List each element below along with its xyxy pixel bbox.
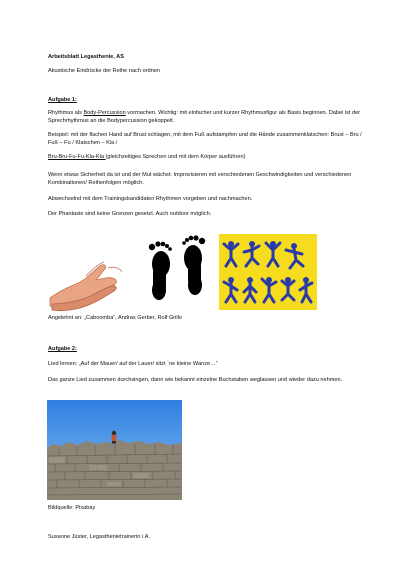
small-figure-on-wall [112, 431, 117, 444]
task1-heading: Aufgabe 1: [48, 97, 77, 103]
stone-wall-image [47, 400, 182, 500]
task1-paragraph-2: Beispiel: mit der flachen Hand auf Brust schlagen, mit dem Fuß aufstampfen und die Hände zusammenklatschen: Brust – Bru / Fuß – Fu / Klatschen – Kla / [48, 132, 362, 147]
clapping-hands-image [46, 258, 126, 312]
document-subtitle: Akustische Eindrücke der Reihe nach ordnen [48, 68, 160, 74]
task1-credit: Angelehnt an: „Caboomba“, Andras Gerber, Rolf Grillo [48, 315, 183, 321]
task1-p3-text: (gleichzeitiges Sprechen und mit dem Körper ausführen) [105, 154, 246, 160]
task2-paragraph-2: Das ganze Lied zusammen durchsingen, dann wie bekannt einzelne Buchstaben weglassen und wieder dazu nehmen. [48, 377, 343, 383]
task1-paragraph-5: Abwechselnd mit dem Trainingskandidaten Rhythmen vorgeben und nachmachen. [48, 196, 253, 202]
task1-p1-text-end: vormachen. Wichtig: mit einfacher und kurzer Rhythmusfigur als Basis beginnen. Dabei ist der Sprechrhythmus an die Bodypercussion gekoppelt. [48, 110, 361, 125]
document-footer: Susanne Jüster, Legasthenietrainerin i.A. [48, 534, 150, 540]
task2-paragraph-1: Lied lernen: „Auf der Mauer/ auf der Lauer/ sitzt `ne kleine Wanze…“ [48, 361, 218, 367]
task1-paragraph-1 [48, 109, 366, 126]
image-source: Bildquelle: Pixabay [48, 505, 96, 511]
task1-paragraph-4: Wenn etwas Sicherheit da ist und der Mut wächst: Improvisieren mit verschiedenen Geschwindigkeiten und verschiedenen Kombinationen/ Reihenfolgen möglich. [48, 172, 352, 187]
task2-heading: Aufgabe 2: [48, 346, 77, 352]
document-title: Arbeitsblatt Legasthenie, AS [48, 54, 124, 60]
body-percussion-term: Body-Percussion [83, 110, 126, 116]
footprints-image [143, 228, 213, 312]
task1-p1-text: Rhythmus als [48, 110, 84, 116]
dance-pictograms-image [219, 234, 317, 310]
task1-paragraph-6: Der Phantasie sind keine Grenzen gesetzt. Auch outdoor möglich. [48, 211, 212, 217]
rhythm-syllables: Bru-Bru-Fu-Fu-Kla-Kla [48, 154, 106, 160]
task1-paragraph-3 [48, 153, 366, 161]
